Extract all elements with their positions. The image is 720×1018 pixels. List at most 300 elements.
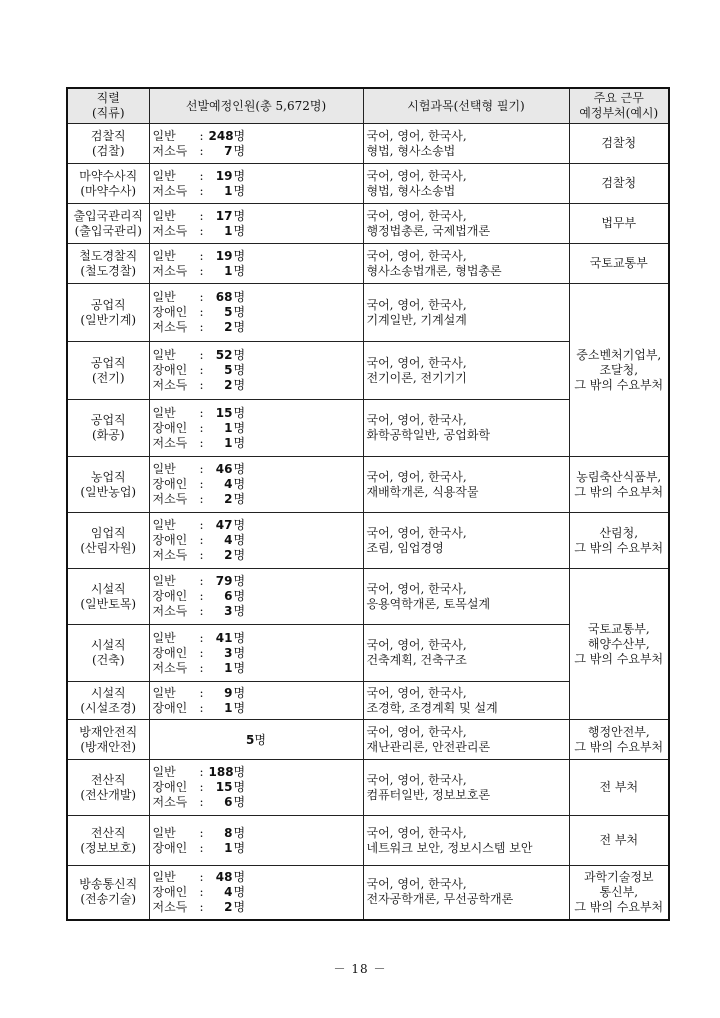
job-cell [67,457,149,513]
colon-separator: : [199,700,204,715]
selection-unit: 명 [233,128,246,143]
job-cell [67,569,149,625]
job-text: 전산직 [90,825,126,840]
table-row [67,164,669,204]
colon-separator: : [199,645,204,660]
department-cell [569,204,669,244]
table-row [67,569,669,625]
job-text: (방재안전) [80,739,137,754]
subjects-cell [363,569,569,625]
selection-count: 3 [224,645,233,660]
selection-category: 저소득 [152,660,188,675]
department-cell [569,457,669,513]
table-row [67,816,669,866]
subject-line: 국어, 영어, 한국사, [366,877,467,892]
job-cell [67,164,149,204]
job-text: 방재안전직 [79,724,138,739]
job-text: 마약수사직 [79,168,138,183]
department-cell [569,513,669,569]
subjects-cell [363,342,569,400]
department-line: 국토교통부 [589,256,648,270]
department-line: 산림청, [599,525,639,540]
department-cell [569,866,669,920]
department-line: 검찰청 [601,176,637,190]
subjects-cell [363,625,569,682]
selection-line [153,604,360,619]
colon-separator: : [199,405,204,420]
department-cell [569,816,669,866]
selection-line [153,184,360,199]
selection-line [153,169,360,184]
colon-separator: : [199,869,204,884]
subject-line: 국어, 영어, 한국사, [366,469,467,484]
subjects-cell [363,400,569,457]
selection-count: 2 [224,492,233,506]
selection-line [153,686,360,701]
header-job: 직렬 (직류) [67,88,149,124]
colon-separator: : [199,290,204,304]
selection-unit: 명 [233,248,246,263]
department-line: 전 부처 [599,780,639,794]
job-text: (전송기술) [80,892,137,907]
selection-count: 5 [246,733,255,747]
selection-category: 저소득 [152,143,188,158]
selection-line [153,548,360,563]
subject-line: 국어, 영어, 한국사, [366,248,467,263]
selection-cell [149,569,363,625]
department-line: 중소벤처기업부, [576,347,662,362]
selection-unit: 명 [233,348,246,362]
subjects-cell [363,164,569,204]
selection-count: 41 [215,630,233,645]
job-cell [67,284,149,342]
selection-unit: 명 [233,462,246,476]
selection-line [153,209,360,224]
selection-category: 일반 [152,685,176,700]
department-line: 그 밖의 수요부처 [574,540,664,555]
selection-line [153,264,360,279]
job-text: 방송통신직 [79,877,138,892]
subject-line: 국어, 영어, 한국사, [366,638,467,652]
department-line: 그 밖의 수요부처 [574,739,664,754]
selection-count: 4 [224,884,233,899]
selection-line [153,290,360,305]
job-cell [67,816,149,866]
department-line: 통신부, [599,884,639,899]
subject-line: 국어, 영어, 한국사, [366,525,467,540]
selection-line [153,701,360,716]
table-body [67,124,669,920]
selection-category: 장애인 [152,780,188,794]
colon-separator: : [199,320,204,334]
selection-line [153,533,360,548]
department-cell [569,124,669,164]
selection-line [153,406,360,421]
colon-separator: : [199,263,204,278]
job-text: 시설직 [90,638,126,652]
selection-category: 저소득 [152,435,188,450]
selection-count: 48 [215,869,233,884]
selection-unit: 명 [233,363,246,377]
selection-count: 4 [224,533,233,547]
selection-cell [149,513,363,569]
colon-separator: : [199,780,204,794]
selection-line [153,305,360,320]
job-text: (정보보호) [80,840,137,855]
selection-line [153,378,360,393]
subjects-cell [363,244,569,284]
selection-category: 일반 [152,825,176,840]
selection-line [153,661,360,676]
selection-count: 1 [224,420,233,435]
selection-category: 일반 [152,348,176,362]
job-text: 농업직 [90,469,126,484]
selection-category: 저소득 [152,604,188,618]
selection-count: 19 [215,248,233,263]
selection-count: 5 [224,305,233,319]
department-line: 과학기술정보 [583,869,654,884]
colon-separator: : [199,183,204,198]
selection-unit: 명 [233,604,246,618]
table-row [67,457,669,513]
selection-line [153,795,360,810]
selection-count: 2 [224,320,233,334]
colon-separator: : [199,462,204,476]
selection-count: 1 [224,435,233,450]
department-cell [569,720,669,760]
colon-separator: : [199,518,204,532]
header-subjects: 시험과목(선택형 필기) [363,88,569,124]
subject-line: 행정법총론, 국제법개론 [366,223,491,238]
colon-separator: : [199,884,204,899]
department-line: 그 밖의 수요부처 [574,484,664,499]
selection-category: 장애인 [152,420,188,435]
selection-count: 7 [224,143,233,158]
subject-line: 국어, 영어, 한국사, [366,772,467,787]
job-text: 시설직 [90,685,126,700]
job-cell [67,513,149,569]
colon-separator: : [199,660,204,675]
department-line: 그 밖의 수요부처 [574,899,664,914]
colon-separator: : [199,492,204,506]
selection-category: 일반 [152,290,176,304]
job-cell [67,625,149,682]
selection-line [153,436,360,451]
subject-line: 재배학개론, 식용작물 [366,484,479,499]
selection-unit: 명 [233,899,246,914]
selection-count: 46 [215,462,233,476]
department-cell [569,569,669,720]
selection-line [153,841,360,856]
selection-unit: 명 [233,435,246,450]
selection-count: 2 [224,899,233,914]
table-row [67,720,669,760]
selection-line [153,249,360,264]
selection-line [153,765,360,780]
selection-count: 188 [208,765,234,779]
subject-line: 국어, 영어, 한국사, [366,297,467,312]
selection-unit: 명 [233,884,246,899]
colon-separator: : [199,477,204,491]
job-text: 공업직 [90,355,126,370]
selection-count: 1 [224,840,233,855]
job-text: (전기) [91,370,125,385]
selection-count: 79 [215,574,233,588]
department-cell [569,284,669,457]
colon-separator: : [199,208,204,223]
subject-line: 재난관리론, 안전관리론 [366,739,491,754]
table-row [67,204,669,244]
subject-line: 국어, 영어, 한국사, [366,168,467,183]
selection-unit: 명 [233,320,246,334]
job-cell [67,342,149,400]
colon-separator: : [199,128,204,143]
colon-separator: : [199,574,204,588]
job-text: (시설조경) [80,700,137,715]
subject-line: 국어, 영어, 한국사, [366,413,467,427]
selection-unit: 명 [233,589,246,603]
colon-separator: : [199,305,204,319]
selection-line [153,129,360,144]
table-row [67,866,669,920]
job-text: (철도경찰) [80,263,137,278]
selection-count: 15 [215,405,233,420]
selection-unit: 명 [233,305,246,319]
department-line: 법무부 [601,216,637,230]
selection-unit: 명 [233,574,246,588]
selection-count: 1 [224,263,233,278]
selection-line [153,348,360,363]
job-text: (출입국관리) [74,223,142,238]
subject-line: 형법, 형사소송법 [366,143,456,158]
subject-line: 국어, 영어, 한국사, [366,208,467,223]
selection-cell [149,682,363,720]
job-text: (일반기계) [80,312,137,327]
subjects-cell [363,760,569,816]
subject-line: 국어, 영어, 한국사, [366,581,467,596]
selection-unit: 명 [233,645,246,660]
table-row [67,124,669,164]
selection-category: 저소득 [152,183,188,198]
selection-line [153,900,360,915]
job-cell [67,204,149,244]
colon-separator: : [199,795,204,809]
subject-line: 전자공학개론, 무선공학개론 [366,892,514,907]
subjects-cell [363,204,569,244]
selection-category: 일반 [152,405,176,420]
selection-count: 4 [224,477,233,491]
job-cell [67,720,149,760]
table-row [67,513,669,569]
selection-unit: 명 [233,660,246,675]
selection-count: 5 [224,363,233,377]
subjects-cell [363,816,569,866]
job-text: 전산직 [90,772,126,787]
subject-line: 형법, 형사소송법 [366,183,456,198]
selection-cell [149,244,363,284]
colon-separator: : [199,363,204,377]
selection-line [153,885,360,900]
selection-unit: 명 [233,795,246,809]
table-header-row [67,88,669,124]
subjects-cell [363,124,569,164]
selection-unit: 명 [233,405,246,420]
table-row [67,284,669,342]
job-text: 시설직 [90,581,126,596]
selection-cell [149,457,363,513]
department-line: 행정안전부, [587,724,650,739]
subjects-cell [363,682,569,720]
selection-category: 장애인 [152,840,188,855]
selection-unit: 명 [233,825,246,840]
header-selection: 선발예정인원(총 5,672명) [149,88,363,124]
selection-cell [149,124,363,164]
selection-cell [149,164,363,204]
department-line: 농림축산식품부, [576,469,662,484]
job-text: (건축) [91,653,125,667]
selection-count: 248 [208,128,234,143]
colon-separator: : [199,765,204,779]
subject-line: 응용역학개론, 토목설계 [366,596,491,611]
colon-separator: : [199,604,204,618]
selection-category: 장애인 [152,477,188,491]
selection-category: 장애인 [152,589,188,603]
selection-line [153,421,360,436]
job-text: 검찰직 [90,128,126,143]
selection-cell [149,760,363,816]
department-line: 국토교통부, [587,621,650,636]
selection-count: 17 [215,208,233,223]
colon-separator: : [199,348,204,362]
recruitment-table [66,87,670,921]
selection-count: 68 [215,290,233,304]
selection-unit: 명 [233,780,246,794]
department-line: 조달청, [599,362,639,377]
selection-count: 2 [224,378,233,392]
selection-unit: 명 [233,533,246,547]
colon-separator: : [199,223,204,238]
selection-category: 일반 [152,630,176,645]
selection-unit: 명 [233,143,246,158]
subject-line: 국어, 영어, 한국사, [366,685,467,700]
department-cell [569,244,669,284]
job-cell [67,866,149,920]
selection-category: 일반 [152,518,176,532]
selection-line [153,631,360,646]
selection-unit: 명 [233,685,246,700]
department-line: 해양수산부, [587,636,650,651]
subject-line: 네트워크 보안, 정보시스템 보안 [366,840,533,855]
selection-count: 9 [224,685,233,700]
selection-category: 저소득 [152,548,188,562]
selection-count: 1 [224,223,233,238]
subject-line: 컴퓨터일반, 정보보호론 [366,787,491,802]
job-text: (전산개발) [80,787,137,802]
selection-unit: 명 [233,208,246,223]
selection-category: 일반 [152,574,176,588]
selection-category: 저소득 [152,899,188,914]
selection-category: 장애인 [152,884,188,899]
selection-unit: 명 [233,168,246,183]
selection-unit: 명 [233,840,246,855]
table-row [67,244,669,284]
subject-line: 기계일반, 기계설계 [366,312,467,327]
job-cell [67,400,149,457]
subjects-cell [363,457,569,513]
subject-line: 전기이론, 전기기기 [366,370,467,385]
selection-line [153,870,360,885]
selection-count: 2 [224,548,233,562]
colon-separator: : [199,589,204,603]
selection-category: 장애인 [152,305,188,319]
subjects-cell [363,513,569,569]
selection-line [153,518,360,533]
subject-line: 조경학, 조경계획 및 설계 [366,700,498,715]
selection-cell [149,204,363,244]
table-row [67,760,669,816]
subject-line: 국어, 영어, 한국사, [366,128,467,143]
job-text: (일반토목) [80,596,137,611]
selection-line [153,144,360,159]
selection-category: 일반 [152,248,176,263]
selection-cell [149,816,363,866]
department-cell [569,164,669,204]
selection-category: 장애인 [152,645,188,660]
selection-count: 3 [224,604,233,618]
selection-unit: 명 [233,183,246,198]
subject-line: 화학공학일반, 공업화학 [366,428,491,442]
job-text: 공업직 [90,297,126,312]
colon-separator: : [199,630,204,645]
subject-line: 형사소송법개론, 형법총론 [366,263,502,278]
selection-count: 1 [224,660,233,675]
selection-category: 저소득 [152,263,188,278]
selection-category: 일반 [152,128,176,143]
selection-line [153,646,360,661]
colon-separator: : [199,685,204,700]
colon-separator: : [199,420,204,435]
selection-unit: 명 [233,290,246,304]
selection-unit: 명 [233,518,246,532]
department-line: 전 부처 [599,833,639,847]
colon-separator: : [199,143,204,158]
selection-cell [149,284,363,342]
selection-line [153,589,360,604]
header-dept: 주요 근무 예정부처(예시) [569,88,669,124]
selection-line [153,462,360,477]
job-cell [67,244,149,284]
selection-line [153,492,360,507]
selection-line [153,574,360,589]
selection-count: 15 [215,780,233,794]
selection-category: 일반 [152,208,176,223]
colon-separator: : [199,840,204,855]
selection-line [153,477,360,492]
colon-separator: : [199,435,204,450]
selection-category: 장애인 [152,700,188,715]
subject-line: 국어, 영어, 한국사, [366,724,467,739]
selection-cell [149,342,363,400]
colon-separator: : [199,548,204,562]
department-line: 그 밖의 수요부처 [574,651,664,666]
selection-count: 8 [224,825,233,840]
department-line: 검찰청 [601,136,637,150]
colon-separator: : [199,168,204,183]
subject-line: 국어, 영어, 한국사, [366,825,467,840]
selection-cell [149,625,363,682]
selection-count: 1 [224,183,233,198]
selection-unit: 명 [233,223,246,238]
